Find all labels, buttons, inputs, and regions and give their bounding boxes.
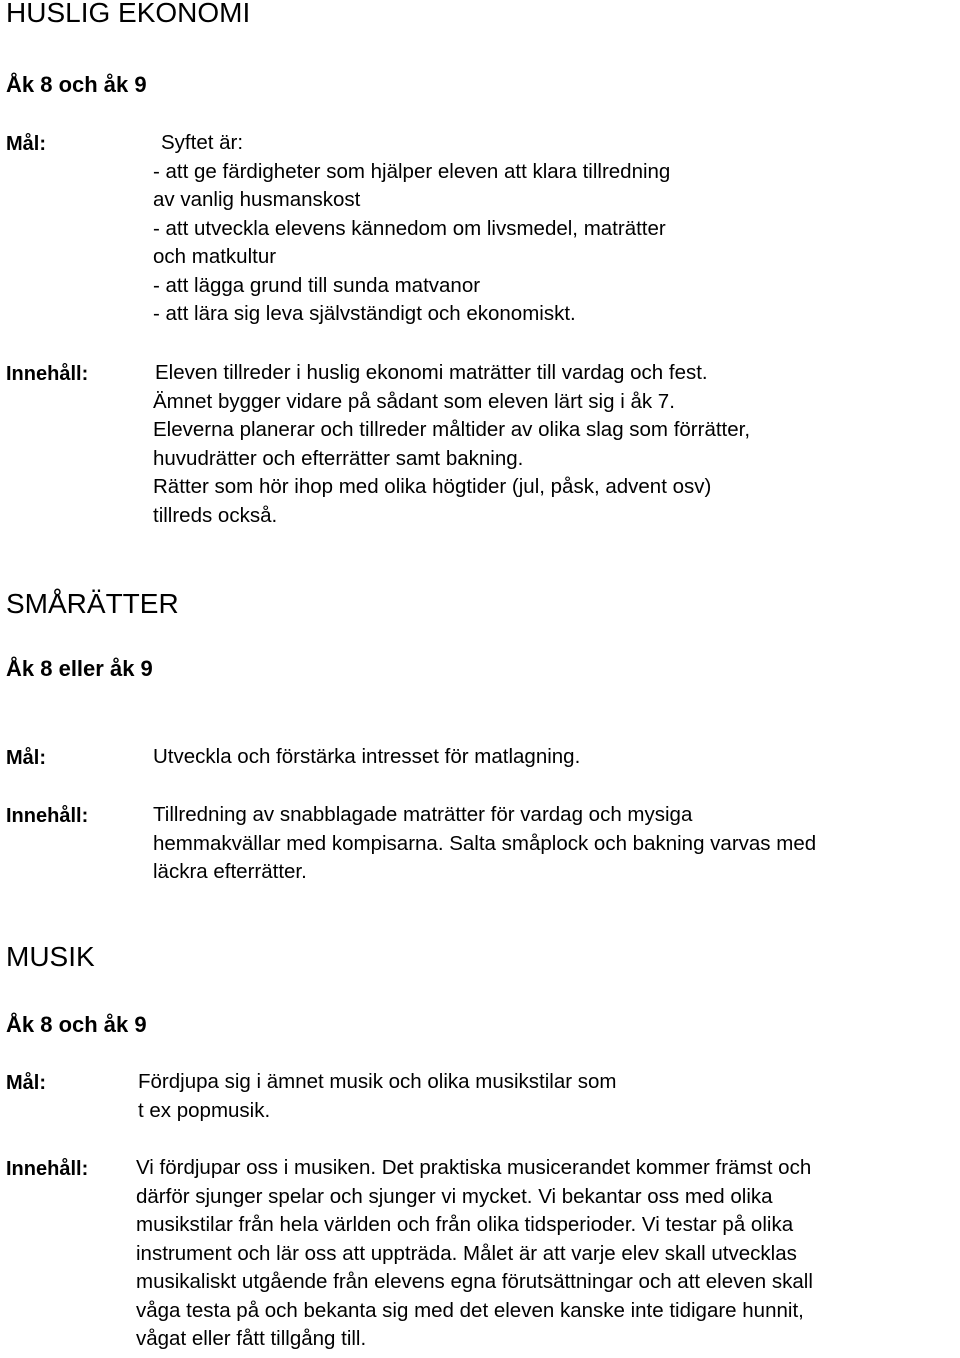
text-line: hemmakvällar med kompisarna. Salta småplock och bakning varvas med — [153, 831, 817, 855]
text-line: musikaliskt utgående från elevens egna förutsättningar och att eleven skall — [136, 1270, 813, 1293]
text-line: Eleverna planerar och tillreder måltider av olika slag som förrätter, — [153, 418, 751, 441]
text-line: Rätter som hör ihop med olika högtider (jul, påsk, advent osv) — [153, 475, 712, 498]
mal-text — [138, 1068, 617, 1125]
section-title-musik: MUSIK — [6, 941, 95, 972]
text-line: - att utveckla elevens kännedom om livsmedel, maträtter — [153, 216, 666, 240]
innehall-text — [153, 801, 816, 887]
text-line: t ex popmusik. — [138, 1098, 271, 1122]
grade-label: Åk 8 och åk 9 — [6, 72, 147, 97]
text-line: tillreds också. — [153, 503, 278, 527]
innehall-text — [153, 359, 750, 530]
mal-text — [153, 129, 670, 329]
text-line: huvudrätter och efterrätter samt bakning. — [153, 446, 524, 470]
text-line: Fördjupa sig i ämnet musik och olika musikstilar som — [138, 1070, 617, 1093]
text-line: Vi fördjupar oss i musiken. Det praktiska musicerandet kommer främst och — [136, 1156, 812, 1179]
section-title-smaratter: SMÅRÄTTER — [6, 588, 179, 619]
mal-label: Mål: — [6, 747, 46, 769]
mal-text — [153, 743, 580, 772]
text-line: av vanlig husmanskost — [153, 188, 361, 211]
innehall-text — [136, 1154, 813, 1354]
text-line: Utveckla och förstärka intresset för matlagning. — [153, 745, 581, 768]
text-line: Ämnet bygger vidare på sådant som eleven lärt sig i åk 7. — [153, 389, 675, 413]
grade-label: Åk 8 och åk 9 — [6, 1012, 147, 1037]
text-line: Syftet är: — [161, 131, 244, 154]
text-line: läckra efterrätter. — [153, 860, 307, 883]
text-line: - att ge färdigheter som hjälper eleven att klara tillredning — [153, 159, 671, 183]
innehall-label: Innehåll: — [6, 1158, 89, 1180]
text-line: och matkultur — [153, 245, 277, 268]
text-line: - att lägga grund till sunda matvanor — [153, 273, 481, 297]
text-line: musikstilar från hela världen och från olika tidsperioder. Vi testar på olika — [136, 1213, 794, 1236]
text-line: vågat eller fått tillgång till. — [136, 1327, 367, 1350]
text-line: Eleven tillreder i huslig ekonomi maträtter till vardag och fest. — [155, 361, 708, 384]
mal-label: Mål: — [6, 133, 46, 155]
text-line: våga testa på och bekanta sig med det eleven kanske inte tidigare hunnit, — [136, 1298, 804, 1322]
innehall-label: Innehåll: — [6, 805, 89, 827]
grade-label: Åk 8 eller åk 9 — [6, 656, 153, 681]
text-line: Tillredning av snabblagade maträtter för vardag och mysiga — [153, 803, 693, 826]
text-line: instrument och lär oss att uppträda. Målet är att varje elev skall utvecklas — [136, 1241, 797, 1265]
text-line: därför sjunger spelar och sjunger vi mycket. Vi bekantar oss med olika — [136, 1184, 773, 1208]
text-line: - att lära sig leva självständigt och ekonomiskt. — [153, 302, 576, 325]
section-title-huslig-ekonomi: HUSLIG EKONOMI — [6, 0, 251, 28]
innehall-label: Innehåll: — [6, 363, 89, 385]
mal-label: Mål: — [6, 1072, 46, 1094]
